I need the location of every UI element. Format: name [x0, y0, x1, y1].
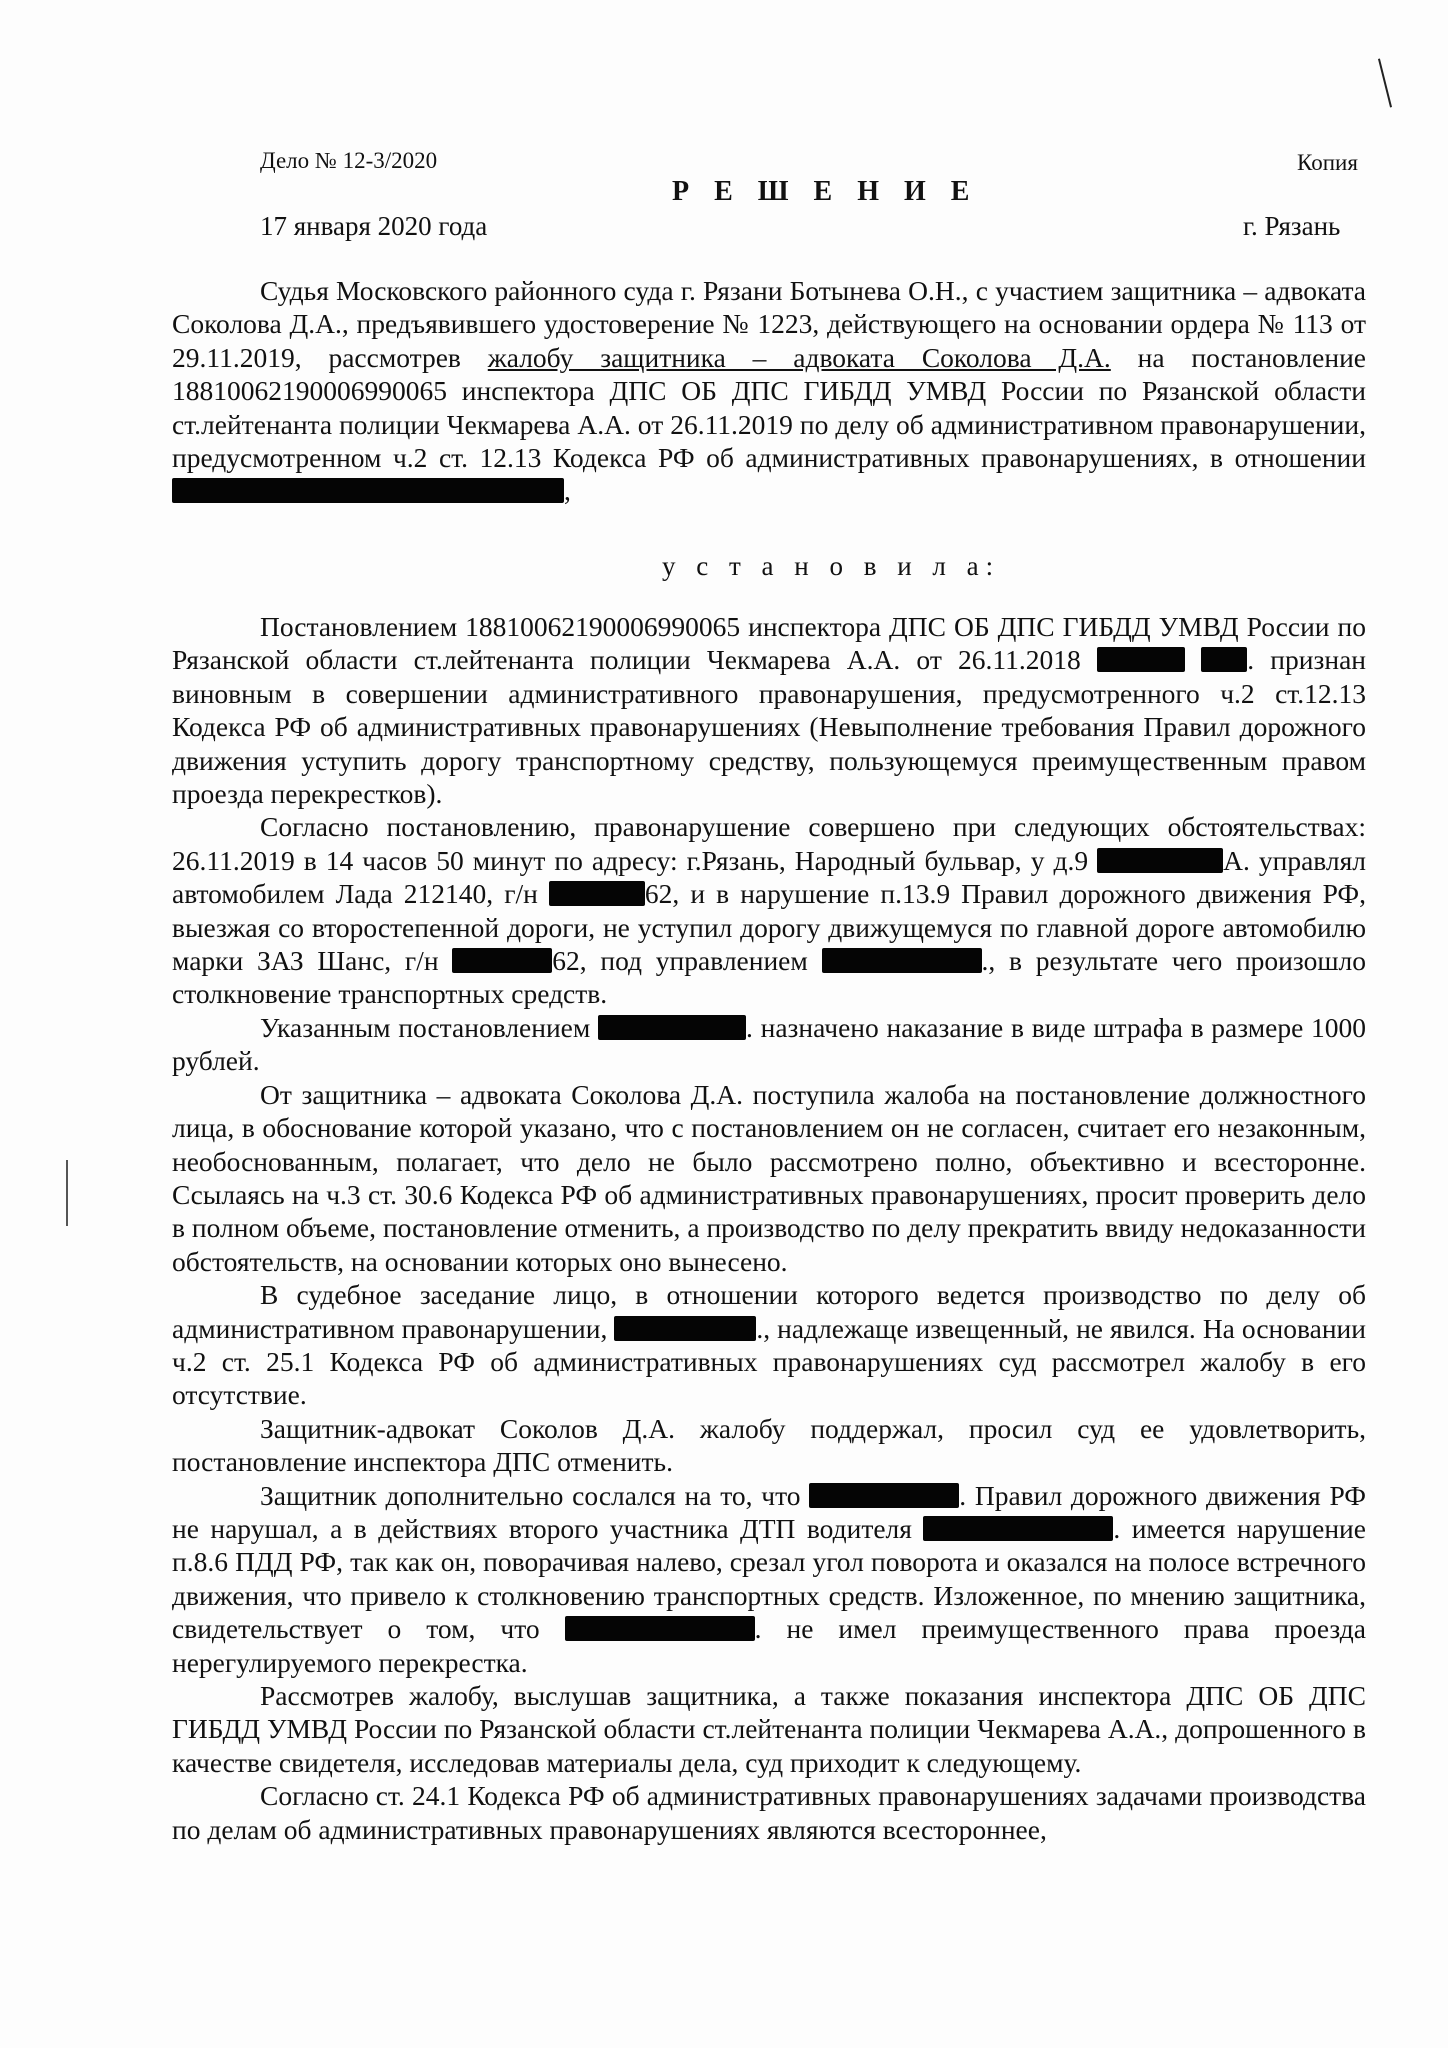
paragraph-4: От защитника – адвоката Соколова Д.А. поступила жалоба на постановление должностного лица, в обоснование которой указано, что с постановлением он не согласен, считает его незаконным, необоснованным, полагает, что дело не было рассмотрено полно, объективно и всесторонне. Ссылаясь на ч.3 ст. 30.6 Кодекса РФ об административных правонарушениях, просит проверить дело в полном объеме, постановление отменить, а производство по делу прекратить ввиду недоказанности обстоятельств, на основании которых оно вынесено. [172, 1078, 1366, 1277]
pen-mark-top-right [1378, 59, 1392, 108]
paragraph-5: В судебное заседание лицо, в отношении которого ведется производство по делу об административном правонарушении, ., надлежаще извещенный, не явился. На основании ч.2 ст. 25.1 Кодекса РФ об административных правонарушениях суд рассмотрел жалобу в его отсутствие. [172, 1279, 1366, 1411]
redaction-box [809, 1483, 959, 1508]
redaction-box [1097, 848, 1223, 873]
paragraph-8: Рассмотрев жалобу, выслушав защитника, а также показания инспектора ДПС ОБ ДПС ГИБДД УМВД России по Рязанской области ст.лейтенанта полиции Чекмарева А.А., допрошенного в качестве свидетеля, исследовав материалы дела, суд приходит к следующему. [172, 1680, 1366, 1778]
redaction-box [452, 948, 552, 973]
paragraph-6: Защитник-адвокат Соколов Д.А. жалобу поддержал, просил суд ее удовлетворить, постановление инспектора ДПС отменить. [172, 1412, 1366, 1478]
redaction-box [1201, 647, 1247, 672]
redaction-box [172, 478, 564, 503]
redaction-box [598, 1015, 746, 1040]
paragraph-9: Согласно ст. 24.1 Кодекса РФ об административных правонарушениях задачами производства по делам об административных правонарушениях являются всестороннее, [172, 1780, 1366, 1845]
decision-city: г. Рязань [1243, 211, 1341, 241]
paragraph-3: Указанным постановлением . назначено наказание в виде штрафа в размере 1000 рублей. [172, 1011, 1367, 1077]
redaction-box [1097, 647, 1185, 672]
intro-block [172, 274, 1366, 508]
paragraph-1: Постановлением 18810062190006990065 инспектора ДПС ОБ ДПС ГИБДД УМВД России по Рязанской области ст.лейтенанта полиции Чекмарева А.А. от 26.11.2018 . признан виновным в совершении административного правонарушения, предусмотренного ч.2 ст.12.13 Кодекса РФ об административных правонарушениях (Невыполнение требования Правил дорожного движения уступить дорогу транспортному средству, пользующемуся преимущественным правом проезда перекрестков). [172, 611, 1366, 810]
redaction-box [549, 881, 645, 906]
section-heading: у с т а н о в и л а: [662, 551, 1001, 581]
copy-label: Копия [1297, 150, 1358, 175]
decision-date: 17 января 2020 года [260, 211, 488, 241]
case-number: Дело № 12-3/2020 [260, 148, 438, 173]
underlined-complaint: жалобу защитника – адвоката Соколова Д.А. [487, 341, 1111, 373]
redaction-box [565, 1616, 755, 1641]
paragraph-7: Защитник дополнительно сослался на то, что . Правил дорожного движения РФ не нарушал, а в действиях второго участника ДТП водителя . имеется нарушение п.8.6 ПДД РФ, так как он, поворачивая налево, срезал угол поворота и оказался на полосе встречного движения, что привело к столкновению транспортных средств. Изложенное, по мнению защитника, свидетельствует о том, что . не имел преимущественного права проезда нерегулируемого перекрестка. [172, 1479, 1366, 1678]
redaction-box [923, 1516, 1113, 1541]
document-title: Р Е Ш Е Н И Е [672, 176, 979, 207]
pen-mark-left-margin [66, 1160, 68, 1226]
redaction-box [822, 948, 982, 973]
redaction-box [614, 1316, 756, 1341]
intro-paragraph: Судья Московского районного суда г. Рязани Ботынева О.Н., с участием защитника – адвоката Соколова Д.А., предъявившего удостоверение № 1223, действующего на основании ордера № 113 от 29.11.2019, рассмотрев жалобу защитника – адвоката Соколова Д.А. на постановление 18810062190006990065 инспектора ДПС ОБ ДПС ГИБДД УМВД России по Рязанской области ст.лейтенанта полиции Чекмарева А.А. от 26.11.2019 по делу об административном правонарушении, предусмотренном ч.2 ст. 12.13 Кодекса РФ об административных правонарушениях, в отношении , [172, 275, 1366, 507]
main-body [172, 610, 1366, 1846]
paragraph-2: Согласно постановлению, правонарушение совершено при следующих обстоятельствах: 26.11.2019 в 14 часов 50 минут по адресу: г.Рязань, Народный бульвар, у д.9 А. управлял автомобилем Лада 212140, г/н 62, и в нарушение п.13.9 Правил дорожного движения РФ, выезжая со второстепенной дороги, не уступил дорогу движущемуся по главной дороге автомобилю марки ЗАЗ Шанс, г/н 62, под управлением ., в результате чего произошло столкновение транспортных средств. [172, 811, 1367, 1010]
